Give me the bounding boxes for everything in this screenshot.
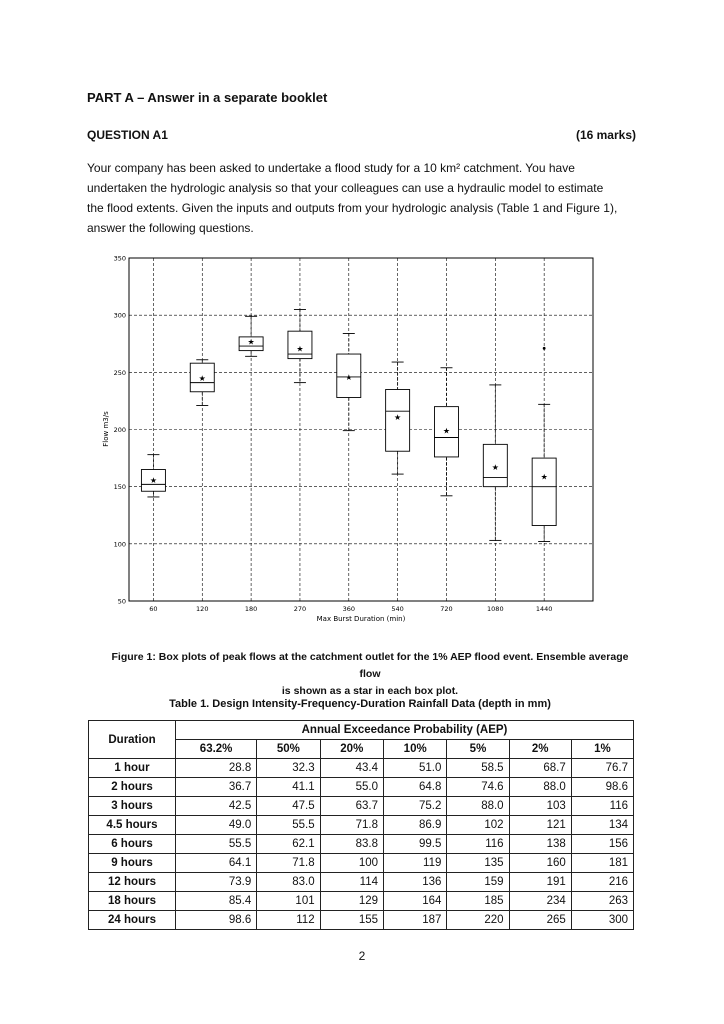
rainfall-depth-cell: 101 — [257, 892, 320, 911]
x-tick-label: 1080 — [487, 605, 504, 613]
rainfall-depth-cell: 98.6 — [571, 778, 633, 797]
mean-star: ★ — [247, 337, 255, 347]
rainfall-depth-cell: 156 — [571, 835, 633, 854]
duration-cell: 4.5 hours — [89, 816, 176, 835]
iqr-box — [532, 458, 556, 525]
part-title: PART A – Answer in a separate booklet — [87, 90, 328, 105]
rainfall-depth-cell: 136 — [384, 873, 447, 892]
duration-cell: 24 hours — [89, 911, 176, 930]
y-tick-label: 300 — [113, 311, 126, 320]
mean-star: ★ — [149, 475, 158, 485]
box-plot-chart — [96, 248, 616, 628]
rainfall-depth-cell: 121 — [509, 816, 571, 835]
rainfall-depth-cell: 263 — [571, 892, 633, 911]
question-text-line: the flood extents. Given the inputs and outputs from your hydrologic analysis (Table 1 and Figure 1), — [87, 201, 618, 215]
x-tick-label: 60 — [149, 605, 158, 613]
x-tick-label: 360 — [342, 605, 356, 613]
rainfall-depth-cell: 58.5 — [447, 759, 509, 778]
x-tick-label: 720 — [440, 605, 453, 613]
outlier-point — [543, 347, 546, 350]
aep-group-header: Annual Exceedance Probability (AEP) — [176, 721, 634, 740]
rainfall-depth-cell: 116 — [571, 797, 633, 816]
box-plot-270 — [288, 309, 312, 382]
table-row — [89, 873, 634, 892]
box-plot-180 — [239, 316, 263, 356]
rainfall-depth-cell: 68.7 — [509, 759, 571, 778]
rainfall-depth-cell: 83.0 — [257, 873, 320, 892]
rainfall-depth-cell: 64.8 — [384, 778, 447, 797]
rainfall-depth-cell: 32.3 — [257, 759, 320, 778]
mean-star: ★ — [394, 412, 402, 422]
duration-cell: 3 hours — [89, 797, 176, 816]
rainfall-depth-cell: 135 — [447, 854, 509, 873]
figure-caption-line: is shown as a star in each box plot. — [281, 685, 459, 697]
duration-cell: 12 hours — [89, 873, 176, 892]
rainfall-depth-cell: 99.5 — [384, 835, 447, 854]
rainfall-depth-cell: 42.5 — [176, 797, 257, 816]
aep-column-header: 20% — [320, 740, 383, 759]
page-number: 2 — [358, 949, 366, 963]
rainfall-depth-cell: 185 — [447, 892, 509, 911]
y-tick-label: 250 — [113, 368, 126, 377]
rainfall-depth-cell: 43.4 — [320, 759, 383, 778]
duration-cell: 6 hours — [89, 835, 176, 854]
rainfall-depth-cell: 49.0 — [176, 816, 257, 835]
figure-caption — [100, 649, 640, 700]
aep-column-header: 5% — [447, 740, 509, 759]
aep-column-header: 10% — [384, 740, 447, 759]
duration-cell: 18 hours — [89, 892, 176, 911]
question-text-line: answer the following questions. — [87, 221, 254, 235]
mean-star: ★ — [540, 472, 548, 482]
rainfall-depth-cell: 160 — [509, 854, 571, 873]
rainfall-depth-cell: 47.5 — [257, 797, 320, 816]
rainfall-depth-cell: 63.7 — [320, 797, 383, 816]
duration-cell: 9 hours — [89, 854, 176, 873]
table-row — [89, 797, 634, 816]
y-tick-label: 150 — [113, 483, 126, 492]
y-tick-label: 200 — [113, 426, 126, 434]
aep-column-header: 2% — [509, 740, 571, 759]
question-text-line: undertaken the hydrologic analysis so that your colleagues can use a hydraulic model to estimate — [87, 181, 604, 195]
rainfall-depth-cell: 100 — [320, 854, 383, 873]
mean-star: ★ — [296, 344, 304, 354]
aep-column-header: 50% — [257, 740, 320, 759]
rainfall-depth-cell: 74.6 — [447, 778, 509, 797]
table-row — [89, 759, 634, 778]
rainfall-depth-cell: 134 — [571, 816, 633, 835]
x-tick-label: 270 — [293, 605, 307, 613]
figure-caption-line: Figure 1: Box plots of peak flows at the catchment outlet for the 1% AEP flood event. Ensemble average flow — [111, 651, 629, 680]
rainfall-depth-cell: 76.7 — [571, 759, 633, 778]
x-axis-label: Max Burst Duration (min) — [316, 615, 406, 623]
rainfall-depth-cell: 28.8 — [176, 759, 257, 778]
rainfall-depth-cell: 88.0 — [447, 797, 509, 816]
table-row — [89, 835, 634, 854]
rainfall-depth-cell: 75.2 — [384, 797, 447, 816]
rainfall-depth-cell: 216 — [571, 873, 633, 892]
table-row — [89, 911, 634, 930]
rainfall-depth-cell: 51.0 — [384, 759, 447, 778]
rainfall-depth-cell: 220 — [447, 911, 509, 930]
rainfall-depth-cell: 102 — [447, 816, 509, 835]
question-text — [87, 158, 637, 238]
duration-header: Duration — [89, 721, 176, 759]
mean-star: ★ — [345, 372, 353, 382]
rainfall-depth-cell: 164 — [384, 892, 447, 911]
rainfall-depth-cell: 191 — [509, 873, 571, 892]
y-tick-label: 50 — [117, 597, 126, 606]
rainfall-depth-cell: 55.5 — [176, 835, 257, 854]
question-text-line: Your company has been asked to undertake a flood study for a 10 km² catchment. You have — [87, 161, 575, 175]
x-tick-label: 120 — [196, 605, 209, 613]
box-plot-540 — [386, 362, 410, 474]
table-row — [89, 816, 634, 835]
rainfall-depth-cell: 234 — [509, 892, 571, 911]
y-tick-label: 100 — [113, 540, 126, 549]
x-tick-label: 180 — [244, 605, 258, 613]
x-tick-label: 1440 — [535, 605, 553, 613]
rainfall-depth-cell: 112 — [257, 911, 320, 930]
table-caption: Table 1. Design Intensity-Frequency-Duration Rainfall Data (depth in mm) — [169, 698, 551, 710]
rainfall-depth-cell: 103 — [509, 797, 571, 816]
rainfall-depth-cell: 138 — [509, 835, 571, 854]
rainfall-depth-cell: 155 — [320, 911, 383, 930]
rainfall-depth-cell: 71.8 — [320, 816, 383, 835]
mean-star: ★ — [442, 426, 451, 436]
rainfall-depth-cell: 85.4 — [176, 892, 257, 911]
rainfall-depth-cell: 73.9 — [176, 873, 257, 892]
rainfall-depth-cell: 114 — [320, 873, 383, 892]
table-row — [89, 892, 634, 911]
rainfall-depth-cell: 181 — [571, 854, 633, 873]
rainfall-depth-cell: 88.0 — [509, 778, 571, 797]
rainfall-depth-cell: 55.0 — [320, 778, 383, 797]
table-row — [89, 778, 634, 797]
rainfall-depth-cell: 98.6 — [176, 911, 257, 930]
rainfall-table — [88, 720, 634, 930]
question-title: QUESTION A1 — [87, 128, 168, 142]
duration-cell: 2 hours — [89, 778, 176, 797]
rainfall-depth-cell: 62.1 — [257, 835, 320, 854]
x-tick-label: 540 — [391, 605, 404, 613]
rainfall-depth-cell: 55.5 — [257, 816, 320, 835]
table-header-row — [89, 721, 634, 740]
aep-column-header: 63.2% — [176, 740, 257, 759]
rainfall-depth-cell: 187 — [384, 911, 447, 930]
aep-column-header: 1% — [571, 740, 633, 759]
rainfall-depth-cell: 71.8 — [257, 854, 320, 873]
box-plot-720 — [434, 368, 458, 496]
table-row — [89, 854, 634, 873]
y-axis-label: Flow m3/s — [102, 411, 110, 447]
y-tick-label: 350 — [113, 254, 126, 263]
rainfall-depth-cell: 119 — [384, 854, 447, 873]
rainfall-depth-cell: 265 — [509, 911, 571, 930]
duration-cell: 1 hour — [89, 759, 176, 778]
rainfall-depth-cell: 129 — [320, 892, 383, 911]
mean-star: ★ — [198, 374, 206, 384]
rainfall-depth-cell: 159 — [447, 873, 509, 892]
rainfall-depth-cell: 86.9 — [384, 816, 447, 835]
rainfall-depth-cell: 83.8 — [320, 835, 383, 854]
box-plot-60 — [141, 455, 165, 497]
rainfall-depth-cell: 116 — [447, 835, 509, 854]
rainfall-depth-cell: 36.7 — [176, 778, 257, 797]
rainfall-depth-cell: 41.1 — [257, 778, 320, 797]
box-plot-120 — [190, 360, 214, 406]
rainfall-depth-cell: 64.1 — [176, 854, 257, 873]
question-marks: (16 marks) — [575, 128, 636, 142]
rainfall-depth-cell: 300 — [571, 911, 633, 930]
mean-star: ★ — [491, 463, 499, 473]
